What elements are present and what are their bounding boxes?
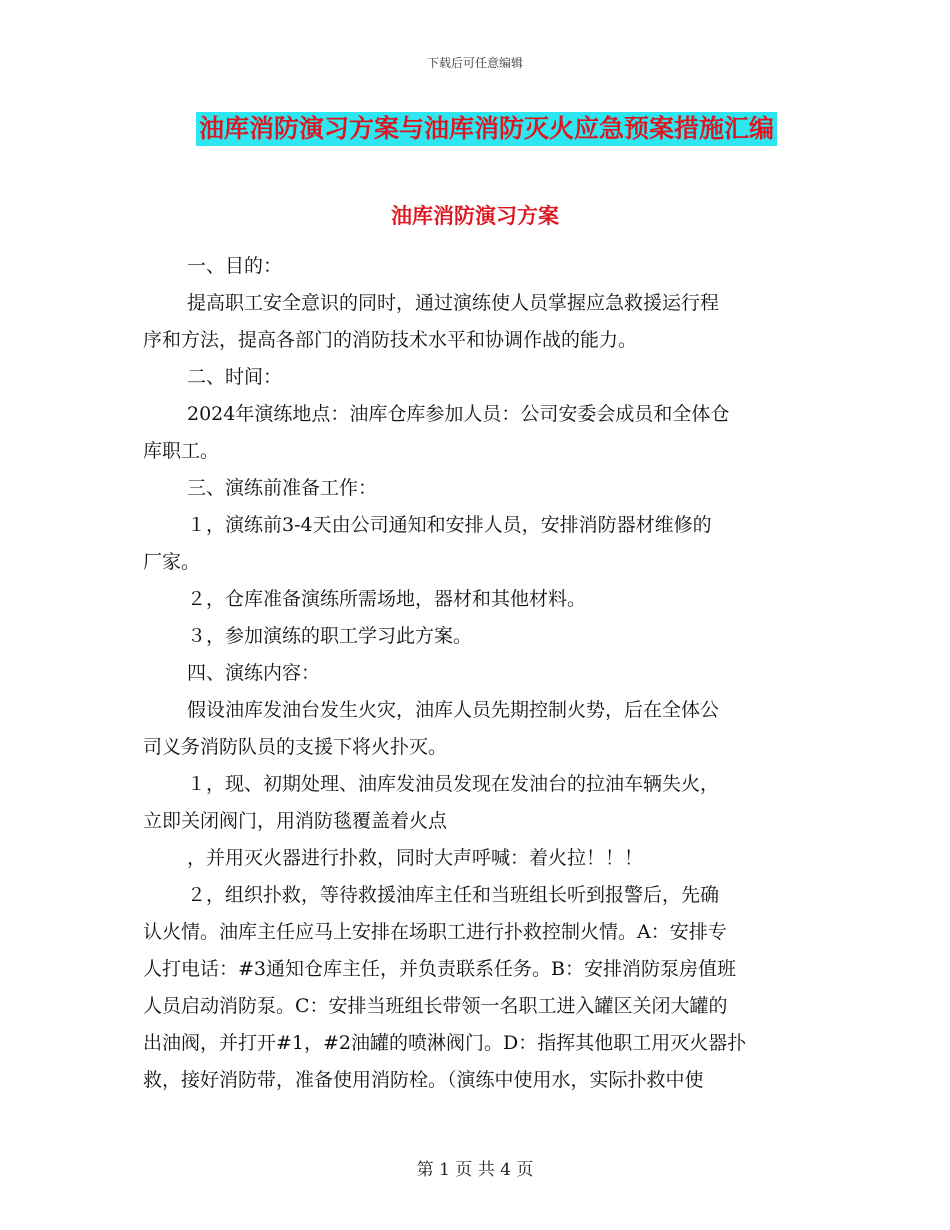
list-item: ３，参加演练的职工学习此方案。 — [187, 625, 473, 647]
paragraph-line: 人员启动消防泵。C：安排当班组长带领一名职工进入罐区关闭大罐的 — [143, 995, 728, 1017]
list-item: １，现、初期处理、油库发油员发现在发油台的拉油车辆失火， — [187, 773, 720, 795]
heading-content: 四、演练内容： — [187, 662, 321, 684]
section-title: 油库消防演习方案 — [391, 204, 559, 228]
body-text — [143, 248, 808, 1099]
paragraph-line: 提高职工安全意识的同时，通过演练使人员掌握应急救援运行程 — [187, 292, 720, 314]
paragraph-line: 库职工。 — [143, 440, 220, 462]
list-item: ２，组织扑救，等待救援油库主任和当班组长听到报警后，先确 — [187, 884, 720, 906]
paragraph-line: 厂家。 — [143, 551, 201, 573]
paragraph-line: 假设油库发油台发生火灾，油库人员先期控制火势，后在全体公 — [187, 699, 720, 721]
paragraph-line: 序和方法，提高各部门的消防技术水平和协调作战的能力。 — [143, 329, 638, 351]
heading-preparation: 三、演练前准备工作： — [187, 477, 378, 499]
document-title: 油库消防演习方案与油库消防灭火应急预案措施汇编 — [196, 112, 777, 146]
paragraph-line: 立即关闭阀门，用消防毯覆盖着火点 — [143, 810, 448, 832]
header-note: 下载后可任意编辑 — [426, 56, 523, 70]
paragraph-line: 司义务消防队员的支援下将火扑灭。 — [143, 736, 448, 758]
paragraph-line: 救，接好消防带，准备使用消防栓。（演练中使用水，实际扑救中使 — [143, 1069, 704, 1091]
heading-time: 二、时间： — [187, 366, 283, 388]
page-number: 第 1 页 共 4 页 — [416, 1160, 534, 1180]
heading-purpose: 一、目的： — [187, 255, 283, 277]
list-item: １，演练前3-4天由公司通知和安排人员，安排消防器材维修的 — [187, 514, 712, 536]
paragraph-line: 人打电话：#3通知仓库主任，并负责联系任务。B：安排消防泵房值班 — [143, 958, 736, 980]
paragraph-line: 认火情。油库主任应马上安排在场职工进行扑救控制火情。A：安排专 — [143, 921, 727, 943]
paragraph-line: ，并用灭火器进行扑救，同时大声呼喊：着火拉！！！ — [187, 847, 644, 869]
paragraph-line: 出油阀，并打开#1，#2油罐的喷淋阀门。D：指挥其他职工用灭火器扑 — [143, 1032, 747, 1054]
list-item: ２，仓库准备演练所需场地，器材和其他材料。 — [187, 588, 587, 610]
paragraph-line: 2024年演练地点：油库仓库参加人员：公司安委会成员和全体仓 — [187, 403, 730, 425]
